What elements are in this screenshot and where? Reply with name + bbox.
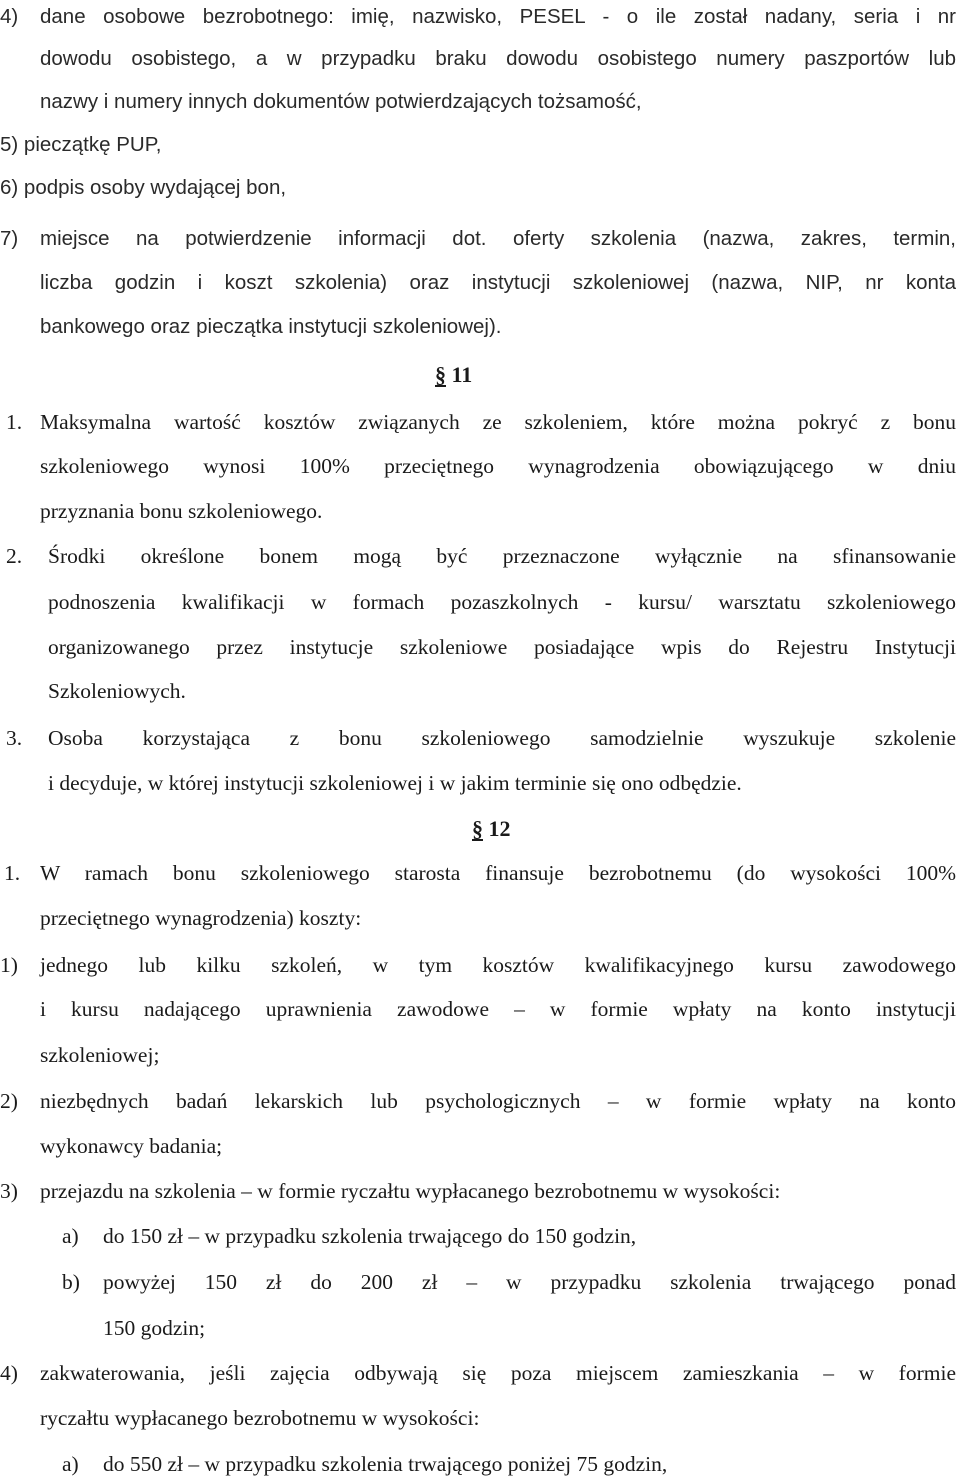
section-symbol: § <box>472 816 483 841</box>
paragraph-number: 1. <box>6 410 23 434</box>
list-item-text: nazwy i numery innych dokumentów potwierdzających tożsamość, <box>40 90 642 113</box>
list-number: 2) <box>0 1089 18 1113</box>
paragraph-text: Środki określone bonem mogą być przeznaczone wyłącznie na sfinansowanie <box>48 544 956 568</box>
sublist-item-text: do 150 zł – w przypadku szkolenia trwającego do 150 godzin, <box>103 1224 637 1248</box>
list-item-text: wykonawcy badania; <box>40 1134 223 1158</box>
paragraph-text: Osoba korzystająca z bonu szkoleniowego samodzielnie wyszukuje szkolenie <box>48 726 956 750</box>
section-heading-11 <box>435 361 472 389</box>
paragraph-text: szkoleniowego wynosi 100% przeciętnego wynagrodzenia obowiązującego w dniu <box>40 454 956 478</box>
list-number: 4) <box>0 5 19 28</box>
sublist-letter: a) <box>62 1452 79 1476</box>
paragraph-number: 3. <box>6 726 23 750</box>
section-heading-12 <box>472 815 511 843</box>
paragraph-text: W ramach bonu szkoleniowego starosta finansuje bezrobotnemu (do wysokości 100% <box>40 861 956 885</box>
section-symbol: § <box>435 362 446 387</box>
paragraph-text: i decyduje, w której instytucji szkoleniowej i w jakim terminie się ono odbędzie. <box>48 771 742 795</box>
list-number: 1) <box>0 953 18 977</box>
list-number: 3) <box>0 1179 18 1203</box>
list-item-text: ryczałtu wypłacanego bezrobotnemu w wysokości: <box>40 1406 480 1430</box>
list-number: 7) <box>0 227 19 250</box>
sublist-letter: a) <box>62 1224 79 1248</box>
paragraph-text: przyznania bonu szkoleniowego. <box>40 499 323 523</box>
sublist-item-text: powyżej 150 zł do 200 zł – w przypadku szkolenia trwającego ponad <box>103 1270 956 1294</box>
list-item-text: miejsce na potwierdzenie informacji dot. oferty szkolenia (nazwa, zakres, termin, <box>40 227 956 250</box>
list-item: 5) pieczątkę PUP, <box>0 133 162 156</box>
list-item-text: jednego lub kilku szkoleń, w tym kosztów kwalifikacyjnego kursu zawodowego <box>40 953 956 977</box>
sublist-item-text: 150 godzin; <box>103 1316 206 1340</box>
sublist-item-text: do 550 zł – w przypadku szkolenia trwającego poniżej 75 godzin, <box>103 1452 668 1476</box>
list-item-text: liczba godzin i koszt szkolenia) oraz instytucji szkoleniowej (nazwa, NIP, nr konta <box>40 271 956 294</box>
paragraph-number: 1. <box>4 861 21 885</box>
paragraph-text: organizowanego przez instytucje szkoleniowe posiadające wpis do Rejestru Instytucji <box>48 635 956 659</box>
list-item-text: przejazdu na szkolenia – w formie ryczałtu wypłacanego bezrobotnemu w wysokości: <box>40 1179 781 1203</box>
list-item-text: niezbędnych badań lekarskich lub psychologicznych – w formie wpłaty na konto <box>40 1089 956 1113</box>
list-item-text: szkoleniowej; <box>40 1043 160 1067</box>
paragraph-text: Maksymalna wartość kosztów związanych ze szkoleniem, które można pokryć z bonu <box>40 410 956 434</box>
list-number: 4) <box>0 1361 18 1385</box>
paragraph-text: podnoszenia kwalifikacji w formach pozaszkolnych - kursu/ warsztatu szkoleniowego <box>48 590 956 614</box>
list-item-text: dowodu osobistego, a w przypadku braku dowodu osobistego numery paszportów lub <box>40 47 956 70</box>
paragraph-text: przeciętnego wynagrodzenia) koszty: <box>40 906 362 930</box>
paragraph-text: Szkoleniowych. <box>48 679 186 703</box>
list-item-text: i kursu nadającego uprawnienia zawodowe – w formie wpłaty na konto instytucji <box>40 997 956 1021</box>
list-item-text: bankowego oraz pieczątka instytucji szkoleniowej). <box>40 315 502 338</box>
list-item-text: zakwaterowania, jeśli zajęcia odbywają się poza miejscem zamieszkania – w formie <box>40 1361 956 1385</box>
section-number: 12 <box>488 816 511 841</box>
list-item-text: dane osobowe bezrobotnego: imię, nazwisko, PESEL - o ile został nadany, seria i nr <box>40 5 956 28</box>
paragraph-number: 2. <box>6 544 23 568</box>
list-item: 6) podpis osoby wydającej bon, <box>0 176 287 199</box>
sublist-letter: b) <box>62 1270 80 1294</box>
section-number: 11 <box>451 362 473 387</box>
